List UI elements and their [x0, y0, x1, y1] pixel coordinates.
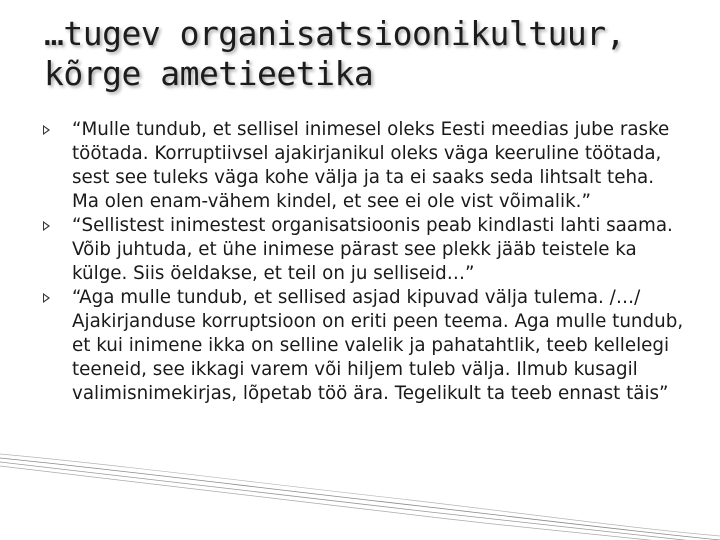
bullet-arrow-icon	[43, 293, 50, 303]
bullet-arrow-icon	[43, 221, 50, 231]
bullet-item	[36, 286, 686, 406]
bullet-text: “Sellistest inimestest organisatsioonis peab kindlasti lahti saama. Võib juhtuda, et ühe inimese pärast see plekk jääb teistele ka külge. Siis öeldakse, et teil on ju selliseid…”	[72, 215, 673, 284]
slide-title-line-2: kõrge ametieetika	[44, 54, 374, 93]
bullet-text: “Aga mulle tundub, et sellised asjad kipuvad välja tulema. /…/ Ajakirjanduse korruptsioon on eriti peen teema. Aga mulle tundub, et kui inimene ikka on selline valelik ja pahatahtlik, teeb kellelegi teeneid, see ikkagi varem või hiljem tuleb välja. Ilmub kusagil valimisnimekirjas, lõpetab töö ära. Tegelikult ta teeb ennast täis”	[72, 287, 684, 404]
slide-title	[44, 14, 684, 94]
bullet-item	[36, 118, 686, 214]
slide-title-line-1: …tugev organisatsioonikultuur,	[44, 14, 626, 53]
bullet-arrow-icon	[43, 125, 50, 135]
bullet-text: “Mulle tundub, et sellisel inimesel oleks Eesti meedias jube raske töötada. Korruptiivsel ajakirjanikul oleks väga keeruline töötada, sest see tuleks väga kohe välja ja ta ei saaks seda lihtsalt teha. Ma olen enam-vähem kindel, et see ei ole vist võimalik.”	[72, 119, 670, 212]
decorative-wave-lines	[0, 440, 720, 540]
bullet-item	[36, 214, 686, 286]
bullet-list	[36, 118, 686, 406]
